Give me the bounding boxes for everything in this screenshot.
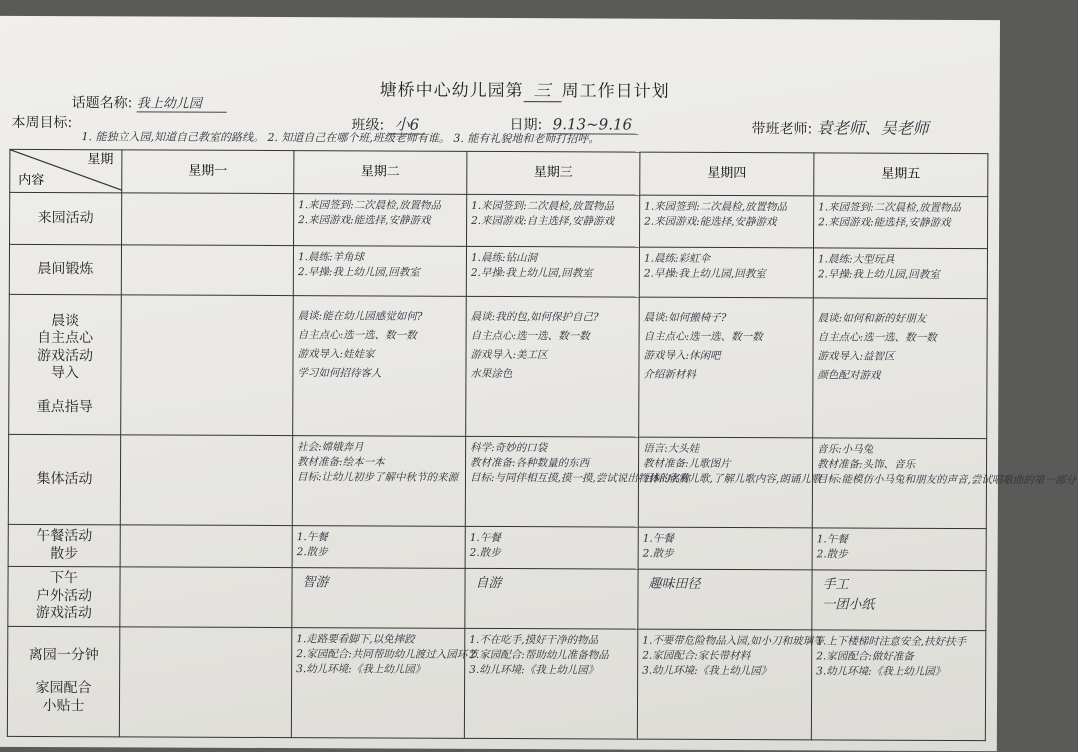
cell-text: 3.幼儿环境:《我上幼儿园》	[296, 662, 426, 676]
cell-text: 2.家园配合:做好准备	[816, 650, 914, 663]
cell-text: 手工	[822, 577, 849, 593]
date-value: 9.13~9.16	[547, 115, 638, 134]
topic-field	[72, 92, 227, 113]
cell-text: 1.不在吃手,摸好干净的物品	[469, 633, 599, 646]
table-body	[7, 192, 1076, 740]
cell-text: 音乐:小马兔	[817, 443, 874, 456]
plan-cell	[291, 627, 478, 738]
cell-text: 教材准备:各种数量的东西	[470, 456, 590, 470]
teacher-label: 带班老师:	[751, 121, 813, 138]
cell-text: 1.午餐	[469, 531, 501, 545]
row-label-line: 导入	[50, 365, 79, 382]
cell-text: 晨谈:我的包,如何保护自己?	[470, 310, 599, 324]
plan-cell	[122, 193, 294, 246]
row-label-line: 晨谈	[51, 312, 80, 329]
day-header-fri: 星期五	[814, 153, 988, 197]
plan-cell	[465, 526, 638, 569]
day-header-thu: 星期四	[640, 152, 814, 196]
cell-text: 目标:欣赏儿歌,了解儿歌内容,朗诵儿歌	[642, 472, 822, 486]
cell-text: 2.来园游戏:能选择,安静游戏	[818, 216, 951, 230]
teacher-field	[751, 115, 928, 139]
week-number: 三	[524, 76, 562, 102]
plan-cell	[638, 569, 812, 629]
cell-text: 2.来园游戏:能选择,安静游戏	[644, 215, 777, 229]
cell-text: 1.午餐	[816, 533, 848, 546]
cell-text: 游戏导入:益智区	[817, 350, 895, 363]
table-row	[9, 294, 988, 438]
plan-cell	[814, 196, 988, 249]
plan-cell	[121, 245, 293, 296]
cell-text: 游戏导入:娃娃家	[297, 348, 375, 361]
plan-cell	[466, 246, 639, 297]
cell-text: 1.午餐	[296, 531, 328, 544]
plan-cell	[293, 246, 466, 297]
cell-text: 1.走路要看脚下,以免摔跤	[296, 632, 415, 646]
plan-cell	[121, 295, 294, 436]
cell-text: 目标:能模仿小马兔和朋友的声音,尝试唱歌曲的第一部分	[816, 473, 1076, 487]
row-label	[9, 294, 122, 434]
class-label: 班级:	[351, 117, 385, 134]
corner-cell	[10, 149, 122, 192]
cell-text: 3.幼儿环境:《我上幼儿园》	[816, 665, 946, 678]
cell-text: 2.家园配合:帮助幼儿准备物品	[469, 648, 609, 662]
cell-text: 学习如何招待客人	[297, 367, 382, 380]
cell-text: 1.来园签到:二次晨检,放置物品	[818, 201, 962, 215]
cell-text: 自主点心:选一选、数一数	[470, 329, 590, 343]
row-label-line: 小贴士	[42, 697, 85, 714]
cell-text: 自游	[475, 575, 502, 592]
plan-cell	[811, 629, 985, 740]
row-label-line: 游戏活动	[36, 347, 94, 364]
row-label-line: 游戏活动	[35, 604, 92, 622]
cell-text: 1.晨练:大型玩具	[817, 253, 895, 266]
date-field	[509, 114, 638, 135]
plan-cell	[120, 435, 292, 526]
plan-cell	[813, 248, 987, 299]
row-label-line: 下午	[50, 570, 79, 587]
cell-text: 科学:奇妙的口袋	[470, 441, 548, 455]
row-label-line: 集体活动	[36, 470, 93, 487]
cell-text: 1.晨练:钻山洞	[470, 251, 538, 265]
cell-text: 1.晨练:羊角球	[297, 251, 365, 264]
cell-text: 智游	[302, 575, 329, 591]
table-row	[8, 524, 986, 570]
plan-cell	[464, 628, 637, 739]
cell-text: 游戏导入:美工区	[470, 349, 548, 362]
day-header-mon: 星期一	[122, 150, 294, 194]
corner-day-label: 星期	[87, 152, 114, 168]
plan-cell	[812, 528, 986, 571]
row-label-line: 散步	[50, 545, 79, 562]
cell-text: 教材准备:儿歌图片	[643, 457, 731, 471]
date-label: 日期:	[509, 117, 543, 134]
cell-text: 社会:嫦娥奔月	[297, 441, 364, 454]
cell-text: 语言:大头娃	[643, 442, 700, 455]
teacher-value: 袁老师、吴老师	[816, 118, 929, 138]
cell-text: 1.晨练:彩虹伞	[643, 252, 711, 265]
plan-cell	[120, 567, 292, 627]
plan-cell	[120, 525, 292, 568]
cell-text: 自主点心:选一选、数一数	[297, 329, 417, 342]
cell-text: 2.来园游戏:自主选择,安静游戏	[471, 215, 615, 228]
table-row	[7, 626, 985, 740]
page-title	[380, 75, 670, 102]
plan-cell	[638, 527, 812, 570]
cell-text: 2.家园配合:共同帮助幼儿渡过入园环节	[296, 647, 478, 661]
plan-cell	[294, 194, 467, 247]
table-row	[8, 434, 986, 528]
cell-text: 一团小纸	[822, 597, 875, 613]
cell-text: 1.来园签到:二次晨检,放置物品	[644, 200, 788, 214]
cell-text: 2.早操:我上幼儿园,回教室	[817, 268, 940, 282]
plan-cell	[119, 626, 291, 737]
topic-value: 我上幼儿园	[137, 92, 227, 112]
cell-text: 教材准备:绘本一本	[297, 456, 385, 469]
row-label-line	[13, 383, 116, 399]
cell-text: 晨谈:能在幼儿园感觉如何?	[297, 310, 423, 323]
class-field	[351, 113, 425, 134]
plan-cell	[293, 296, 467, 437]
row-label	[9, 244, 121, 294]
row-label-line: 来园活动	[37, 209, 94, 226]
row-label	[7, 626, 119, 736]
plan-cell	[812, 438, 1076, 529]
day-header-wed: 星期三	[467, 151, 640, 195]
row-label	[8, 524, 120, 566]
plan-cell	[465, 568, 638, 628]
cell-text: 2.散步	[816, 548, 848, 561]
cell-text: 目标:让幼儿初步了解中秋节的来源	[296, 471, 459, 485]
plan-cell	[466, 296, 640, 437]
goal-text: 1. 能独立入园,知道自己教室的路线。 2. 知道自己在哪个班,班级老师有谁。 3. 能有礼貌地和老师打招呼。	[81, 130, 600, 146]
row-label-line	[12, 664, 115, 680]
cell-text: 自主点心:选一选、数一数	[817, 331, 937, 345]
plan-cell	[292, 568, 465, 628]
title-prefix: 塘桥中心幼儿园第	[379, 80, 524, 102]
table-row	[10, 192, 988, 248]
topic-label: 话题名称:	[71, 95, 133, 112]
cell-text: 2.来园游戏:能选择,安静游戏	[298, 214, 431, 227]
table-row	[8, 566, 986, 630]
row-label-line: 重点指导	[36, 398, 93, 415]
cell-text: 介绍新材料	[643, 369, 696, 382]
row-label-line: 午餐活动	[36, 527, 93, 545]
plan-cell	[639, 297, 814, 438]
cell-text: 1.上下楼梯时注意安全,扶好扶手	[816, 634, 967, 648]
row-label-line: 离园一分钟	[28, 646, 99, 664]
title-suffix: 周工作日计划	[561, 81, 670, 102]
row-label	[10, 192, 122, 244]
cell-text: 1.来园签到:二次晨检,放置物品	[471, 199, 615, 213]
cell-text: 教材准备:头饰、音乐	[817, 458, 916, 471]
class-value: 小6	[389, 116, 426, 135]
plan-cell	[292, 436, 465, 527]
cell-text: 1.午餐	[642, 532, 674, 545]
cell-text: 2.早操:我上幼儿园,回教室	[643, 267, 766, 281]
plan-cell	[638, 437, 822, 528]
cell-text: 2.早操:我上幼儿园,回教室	[297, 266, 420, 279]
cell-text: 趣味田径	[648, 576, 701, 592]
plan-cell	[812, 570, 986, 630]
cell-text: 颜色配对游戏	[817, 369, 881, 383]
cell-text: 2.散步	[469, 546, 501, 560]
cell-text: 目标:与同伴相互摸,摸一摸,尝试说出物体的名称	[469, 472, 691, 486]
cell-text: 1.不要带危险物品入园,如小刀和玻璃等	[642, 634, 824, 647]
row-label-line: 家园配合	[35, 680, 92, 697]
plan-cell	[292, 526, 465, 569]
cell-text: 2.家园配合:家长带材料	[642, 649, 751, 662]
day-header-tue: 星期二	[294, 151, 467, 195]
cell-text: 游戏导入:休闲吧	[643, 349, 721, 363]
row-label-line: 晨间锻炼	[37, 260, 94, 277]
cell-text: 2.散步	[296, 546, 328, 559]
cell-text: 2.散步	[642, 547, 674, 560]
worksheet-paper	[0, 16, 1076, 751]
cell-text: 晨谈:如何和新的好朋友	[817, 312, 927, 325]
row-label-line: 自主点心	[37, 330, 94, 347]
corner-content-label: 内容	[18, 172, 45, 188]
plan-cell	[467, 194, 640, 247]
cell-text: 水果涂色	[470, 368, 513, 381]
table-header-row	[10, 149, 988, 196]
plan-cell	[639, 247, 813, 298]
cell-text: 2.早操:我上幼儿园,回教室	[470, 267, 593, 280]
cell-text: 晨谈:如何搬椅子?	[643, 311, 727, 324]
table-row	[9, 244, 987, 298]
plan-cell	[637, 629, 824, 740]
plan-cell	[813, 298, 988, 439]
cell-text: 1.来园签到:二次晨检,放置物品	[298, 199, 442, 212]
goal-label: 本周目标:	[11, 114, 73, 132]
cell-text: 3.幼儿环境:《我上幼儿园》	[642, 664, 772, 677]
row-label-line: 户外活动	[35, 587, 93, 604]
cell-text: 自主点心:选一选、数一数	[643, 330, 763, 344]
row-label	[8, 434, 120, 524]
plan-cell	[640, 195, 814, 248]
row-label	[8, 566, 120, 626]
weekly-plan-table	[7, 149, 1076, 741]
cell-text: 3.幼儿环境:《我上幼儿园》	[469, 663, 599, 677]
info-row	[11, 112, 986, 146]
